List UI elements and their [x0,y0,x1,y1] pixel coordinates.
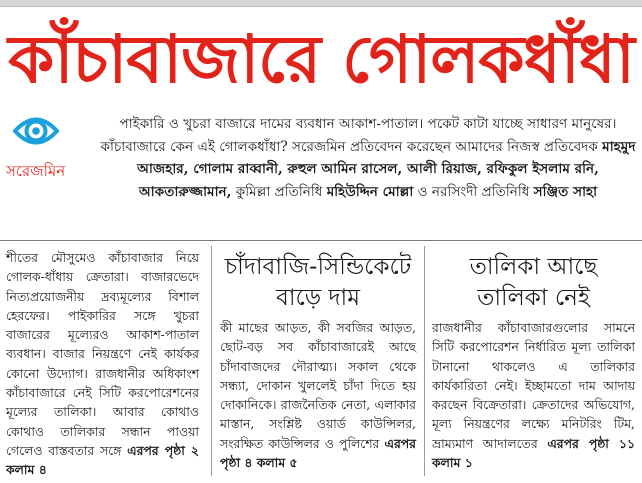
continuation-link[interactable]: এরপর পৃষ্ঠা ৪ কলাম ৫ [220,435,416,471]
headline: কাঁচাবাজারে গোলকধাঁধা [8,21,634,98]
eye-icon [13,112,59,150]
narsingdi-reporter: সঞ্জিত সাহা [533,183,598,200]
reporter-names: মাহমুদ আজহার, গোলাম রাব্বানী, রুহুল আমিন রাসেল, আলী রিয়াজ, রফিকুল ইসলাম রনি, আকতারুজ্জামান, [137,138,636,200]
column-subhead: তালিকা আছে তালিকা নেই [469,254,598,311]
column-divider [211,246,212,476]
intro-paragraph [100,113,636,203]
column-body: রাজধানীর কাঁচাবাজারগুলোর সামনে সিটি করপোরেশন নির্ধারিত মূল্য তালিকা টানানো থাকলেও এ তালিকার কার্যকারিতা নেই। ইচ্ছামতো দাম আদায় করছেন বিক্রেতারা। ক্রেতাদের অভিযোগ, মূল্য নিয়ন্ত্রণের লক্ষ্যে মনিটরিং টিম, ভ্রাম্যমাণ আদালতের [432,320,635,451]
intro-divider [0,240,642,241]
continuation-link[interactable]: এরপর পৃষ্ঠা ২ কলাম ৪ [6,442,199,478]
top-border-line [0,6,642,7]
intro-text: পাইকারি ও খুচরা বাজারে দামের ব্যবধান আকাশ-পাতাল। পকেট কাটা যাচ্ছে সাধারণ মানুষের। কাঁচাবাজারে কেন এই গোলকধাঁধা? সরেজমিন প্রতিবেদন করেছেন আমাদের নিজস্ব প্রতিবেদক [100,116,617,155]
article-column-2 [220,318,416,472]
article-column-1 [6,248,199,480]
intro-joiner: ও নরসিংদী প্রতিনিধি [417,183,530,200]
section-tag: সরেজমিন [6,162,66,180]
article-column-3 [432,318,635,472]
comilla-label: কুমিল্লা প্রতিনিধি [235,183,323,200]
comilla-reporter: মহিউদ্দিন মোল্লা [326,183,414,200]
column-subhead: চাঁদাবাজি-সিন্ডিকেটে বাড়ে দাম [224,254,412,311]
column-divider [424,246,425,476]
column-body: শীতের মৌসুমেও কাঁচাবাজার নিয়ে গোলক-ধাঁধায় ক্রেতারা। বাজারভেদে নিত্যপ্রয়োজনীয় দ্রব্যমূল্যের বিশাল হেরফের। পাইকারির সঙ্গে খুচরা বাজারের মূল্যেরও আকাশ-পাতাল ব্যবধান। বাজার নিয়ন্ত্রণে নেই কার্যকর কোনো উদ্যোগ। রাজধানীর অধিকাংশ কাঁচাবাজারে নেই সিটি করপোরেশনের মূল্যের তালিকা। আবার কোথাও কোথাও তালিকার সন্ধান পাওয়া গেলেও বাস্তবতার সঙ্গে [6,250,199,458]
column-body: কী মাছের আড়ত, কী সবজির আড়ত, ছোট-বড় সব কাঁচাবাজারেই আছে চাঁদাবাজদের দৌরাত্ম্য। সকাল থেকে সন্ধ্যা, দোকান খুললেই চাঁদা দিতে হয় দোকানিকে। রাজনৈতিক নেতা, এলাকার মাস্তান, সংশ্লিষ্ট ওয়ার্ড কাউন্সিলর, সংরক্ষিত কাউন্সিলর ও পুলিশের [220,320,416,451]
continuation-link[interactable]: এরপর পৃষ্ঠা ১১ কলাম ১ [432,435,635,471]
